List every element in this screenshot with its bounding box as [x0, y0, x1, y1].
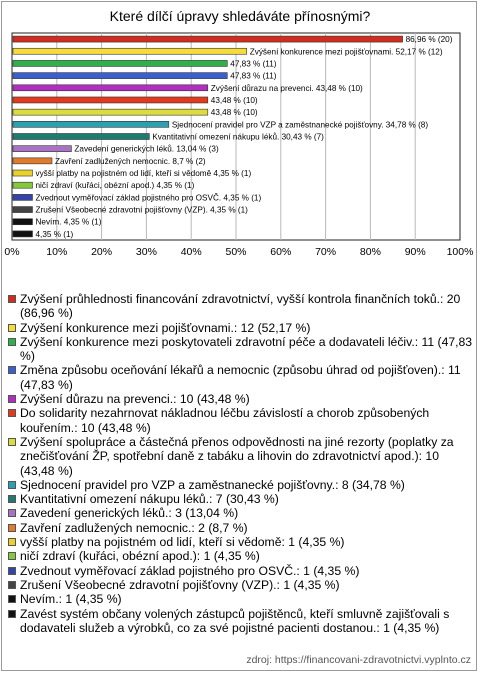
bar-value-label: 43,48 % (10) [210, 108, 258, 118]
bar-value-label: 86,96 % (20) [405, 35, 453, 45]
x-tick-label: 40% [180, 246, 202, 258]
legend-label: Zvýšení konkurence mezi pojišťovnami.: 12 (52,17 %) [20, 320, 311, 335]
bar-value-label: 43,48 % (10) [210, 95, 258, 105]
bar-value-label: Nevím. 4,35 % (1) [35, 217, 102, 227]
bar-value-label: Zvednout vyměřovací základ pojistného pro OSVČ. 4,35 % (1) [35, 193, 262, 203]
legend-item [6, 521, 474, 535]
bar-value-label: 47,83 % (11) [230, 59, 277, 69]
legend-swatch [8, 509, 16, 517]
bar [13, 194, 32, 200]
bar-chart [0, 0, 480, 290]
legend-item [6, 549, 474, 563]
bar-value-label: Zavření zadlužených nemocnic. 8,7 % (2) [54, 156, 206, 166]
legend-item [6, 492, 474, 506]
legend-item [6, 392, 474, 406]
legend-swatch [8, 395, 16, 403]
legend-swatch [8, 338, 16, 346]
bar-value-label: Kvantitativní omezení nákupu léků. 30,43 % (7) [152, 132, 324, 142]
legend-label: Sjednocení pravidel pro VZP a zaměstnanecké pojišťovny.: 8 (34,78 %) [20, 477, 405, 492]
legend-item [6, 564, 474, 578]
legend-swatch [8, 481, 16, 489]
x-tick-label: 60% [270, 246, 292, 258]
legend-item [6, 435, 474, 478]
legend-label: Zvýšení spolupráce a částečná přenos odpovědnosti na jiné rezorty (poplatky za znečišťování ŽP, spotřební daně z tabáku a lihovin do zdravotnictví apod.): 10 (43,48 %) [20, 434, 454, 478]
bar [13, 109, 208, 115]
bar-value-label: 47,83 % (11) [230, 71, 277, 81]
bar-value-label: vyšší platby na pojistném od lidí, kteří si vědomě 4,35 % (1) [35, 169, 252, 179]
bar [13, 158, 52, 164]
x-tick-label: 10% [46, 246, 68, 258]
legend-item [6, 578, 474, 592]
bar [13, 182, 32, 188]
legend-label: Zvýšení důrazu na prevenci.: 10 (43,48 %) [20, 392, 250, 407]
legend-item [6, 535, 474, 549]
legend-item [6, 478, 474, 492]
legend-label: vyšší platby na pojistném od lidí, kteří si vědomě: 1 (4,35 %) [20, 535, 345, 550]
bar-value-label: Zvýšení konkurence mezi pojišťovnami. 52,17 % (12) [249, 47, 443, 57]
bar [13, 231, 32, 237]
x-tick-label: 30% [135, 246, 157, 258]
legend-swatch [8, 295, 16, 303]
bar [13, 207, 32, 213]
legend-item [6, 406, 474, 435]
bar [13, 134, 149, 140]
legend-label: Změna způsobu oceňování lékařů a nemocnic (způsobu úhrad od pojišťoven).: 11 (47,83 %) [20, 363, 461, 392]
bar [13, 73, 227, 79]
bar [13, 121, 169, 127]
bar [13, 146, 71, 152]
legend-swatch [8, 552, 16, 560]
legend-swatch [8, 610, 16, 618]
legend-swatch [8, 567, 16, 575]
legend-swatch [8, 581, 16, 589]
legend-label: Zavedení generických léků.: 3 (13,04 %) [20, 506, 239, 521]
legend-item [6, 363, 474, 392]
legend-item [6, 335, 474, 364]
x-tick-label: 90% [404, 246, 426, 258]
bar-value-label: Zvýšení důrazu na prevenci. 43,48 % (10) [210, 83, 363, 93]
x-tick-label: 80% [359, 246, 381, 258]
legend-item [6, 321, 474, 335]
legend-label: Kvantitativní omezení nákupu léků.: 7 (30,43 %) [20, 492, 279, 507]
legend-swatch [8, 495, 16, 503]
legend-label: Zvýšení konkurence mezi poskytovateli zdravotní péče a dodavateli léčiv.: 11 (47,83 %) [20, 334, 473, 364]
source-note: zdroj: https://financovani-zdravotnictvi.vyplnto.cz [246, 654, 471, 666]
legend-label: Zvýšení průhlednosti financování zdravotnictví, vyšší kontrola finančních toků.: 20 (86,96 %) [20, 292, 461, 321]
bar-value-label: ničí zdraví (kuřáci, obézní apod.) 4,35 % (1) [35, 181, 195, 191]
legend-item [6, 607, 474, 636]
legend-label: Nevím.: 1 (4,35 %) [20, 592, 122, 607]
bar-value-label: Zavedení generických léků. 13,04 % (3) [74, 144, 219, 154]
legend-item [6, 292, 474, 321]
chart-title: Které dílčí úpravy shledáváte přínosnými? [109, 8, 371, 24]
bar [13, 60, 227, 66]
bar [13, 36, 403, 42]
bar-value-label: 4,35 % (1) [35, 229, 74, 239]
legend-label: Zrušení Všeobecné zdravotní pojišťovny (VZP).: 1 (4,35 %) [20, 577, 340, 592]
chart-legend [6, 292, 474, 635]
legend-swatch [8, 324, 16, 332]
legend-label: Do solidarity nezahrnovat nákladnou léčbu závislostí a chorob způsobených kouřením.: 10 (43,48 %) [20, 406, 430, 435]
bar [13, 170, 32, 176]
legend-swatch [8, 524, 16, 532]
bar [13, 48, 247, 54]
bar [13, 85, 208, 91]
x-tick-label: 50% [225, 246, 247, 258]
legend-label: Zavést systém občany volených zástupců pojištěnců, kteří smluvně zajišťovali s dodavateli služeb a výrobků, co za své pojistné pacienti dostanou.: 1 (4,35 %) [20, 606, 450, 635]
legend-label: ničí zdraví (kuřáci, obézní apod.): 1 (4,35 %) [20, 549, 260, 564]
legend-label: Zvednout vyměřovací základ pojistného pro OSVČ.: 1 (4,35 %) [20, 563, 360, 578]
legend-item [6, 592, 474, 606]
legend-swatch [8, 409, 16, 417]
bar-value-label: Zrušení Všeobecné zdravotní pojišťovny (VZP). 4,35 % (1) [35, 205, 248, 215]
legend-swatch [8, 595, 16, 603]
x-tick-label: 20% [91, 246, 113, 258]
legend-swatch [8, 538, 16, 546]
x-tick-label: 100% [446, 246, 474, 258]
legend-item [6, 506, 474, 520]
x-tick-label: 70% [315, 246, 337, 258]
x-tick-label: 0% [4, 246, 20, 258]
bar [13, 219, 32, 225]
bar-value-label: Sjednocení pravidel pro VZP a zaměstnanecké pojišťovny. 34,78 % (8) [171, 120, 429, 130]
legend-label: Zavření zadlužených nemocnic.: 2 (8,7 %) [20, 520, 248, 535]
legend-swatch [8, 438, 16, 446]
bar [13, 97, 208, 103]
legend-swatch [8, 366, 16, 374]
